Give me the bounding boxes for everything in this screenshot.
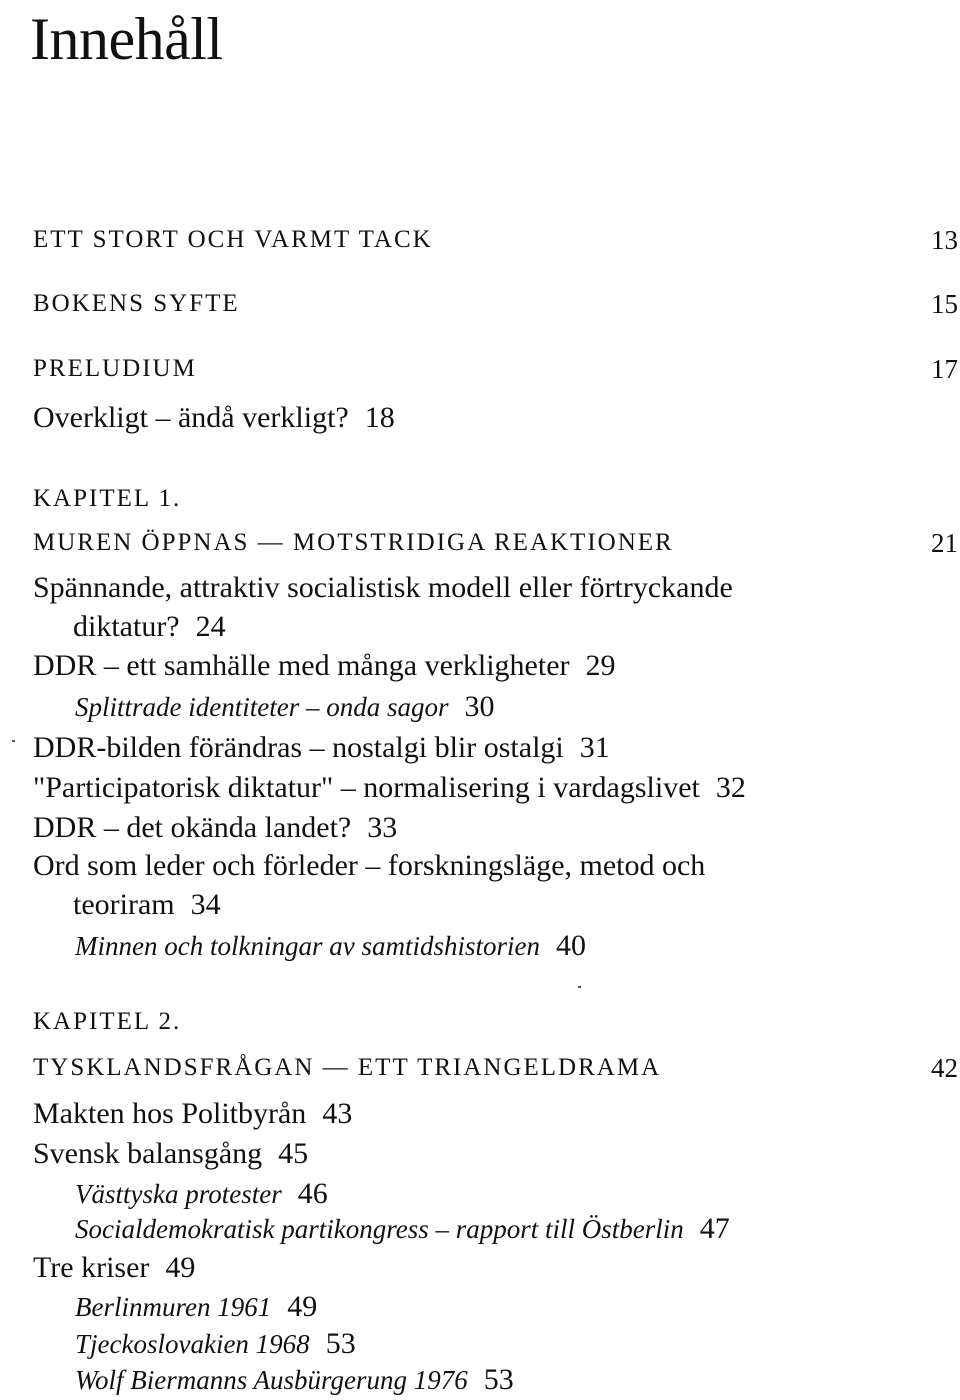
scan-speck [578,986,581,988]
toc-entry-text: Makten hos Politbyrån [33,1097,307,1130]
chapter-1-page: 21 [931,528,958,558]
toc-entry-page: 46 [297,1177,328,1210]
toc-entry-text: "Participatorisk diktatur" – normalisering i vardagslivet [33,771,700,804]
toc-entry-tre-kriser [33,1250,195,1286]
chapter-2-label: KAPITEL 2. [33,1008,182,1035]
toc-entry-page: 33 [367,811,398,844]
toc-entry-page: 47 [699,1212,730,1245]
toc-subentry-berlinmuren [75,1290,317,1324]
toc-entry-page: 29 [585,649,616,682]
toc-entry-page: 40 [555,929,586,962]
toc-entry-overkligt [33,400,395,436]
toc-entry-text: DDR – ett samhälle med många verkligheter [33,649,570,682]
toc-entry-spannande-line2 [73,609,226,645]
toc-entry-text: Svensk balansgång [33,1137,263,1170]
toc-entry-page: 32 [715,771,746,804]
toc-entry-makten [33,1096,352,1132]
toc-entry-participatorisk [33,770,746,806]
toc-entry-okanda [33,810,397,846]
toc-section-preludium: PRELUDIUM [33,355,197,382]
toc-entry-text: Västtyska protester [75,1179,282,1209]
toc-subentry-splittrade [75,690,494,724]
page-title: Innehåll [30,6,223,72]
toc-entry-spannande-line1: Spännande, attraktiv socialistisk modell eller förtryckande [33,571,733,604]
toc-section-tack: ETT STORT OCH VARMT TACK [33,226,433,253]
toc-entry-text: DDR – det okända landet? [33,811,352,844]
toc-entry-text: Tjeckoslovakien 1968 [75,1329,310,1359]
scan-speck [12,740,15,742]
toc-entry-page: 49 [165,1251,196,1284]
toc-entry-text: Splittrade identiteter – onda sagor [75,692,449,722]
toc-entry-page: 49 [287,1290,318,1323]
toc-entry-text: DDR-bilden förändras – nostalgi blir ostalgi [33,731,564,764]
toc-entry-page: 18 [364,401,395,434]
toc-entry-text: teoriram [73,888,175,921]
chapter-2-page: 42 [931,1053,958,1083]
toc-entry-text: Overkligt – ändå verkligt? [33,401,349,434]
toc-entry-ord-line1: Ord som leder och förleder – forskningsläge, metod och [33,849,706,882]
toc-entry-page: 34 [190,888,221,921]
toc-entry-text: Wolf Biermanns Ausbürgerung 1976 [75,1365,468,1395]
toc-entry-text: Tre kriser [33,1251,150,1284]
toc-entry-page: 30 [464,690,495,723]
toc-entry-page: 31 [579,731,610,764]
toc-entry-ddr-samhalle [33,648,616,684]
toc-section-tack-page: 13 [931,225,958,255]
toc-entry-ord-line2 [73,887,221,923]
toc-entry-page: 43 [322,1097,353,1130]
toc-subentry-tjeckoslovakien [75,1327,356,1361]
toc-entry-page: 53 [483,1363,514,1396]
toc-entry-text: Socialdemokratisk partikongress – rapport till Östberlin [75,1214,684,1244]
chapter-2-title: TYSKLANDSFRÅGAN — ETT TRIANGELDRAMA [33,1054,662,1081]
toc-entry-page: 24 [195,610,226,643]
toc-entry-text: diktatur? [73,610,180,643]
toc-entry-page: 53 [325,1327,356,1360]
chapter-1-title: MUREN ÖPPNAS — MOTSTRIDIGA REAKTIONER [33,529,674,556]
toc-subentry-minnen [75,929,586,963]
toc-entry-ddr-bilden [33,730,610,766]
toc-entry-page: 45 [278,1137,309,1170]
toc-subentry-socialdemokratisk [75,1212,730,1246]
toc-entry-svensk [33,1136,308,1172]
toc-section-syfte-page: 15 [931,289,958,319]
toc-entry-text: Minnen och tolkningar av samtidshistorien [75,931,540,961]
toc-section-syfte: BOKENS SYFTE [33,290,240,317]
toc-subentry-vasttyska [75,1177,328,1211]
toc-entry-text: Berlinmuren 1961 [75,1292,272,1322]
toc-subentry-wolf [75,1363,514,1397]
toc-section-preludium-page: 17 [931,354,958,384]
chapter-1-label: KAPITEL 1. [33,485,182,512]
